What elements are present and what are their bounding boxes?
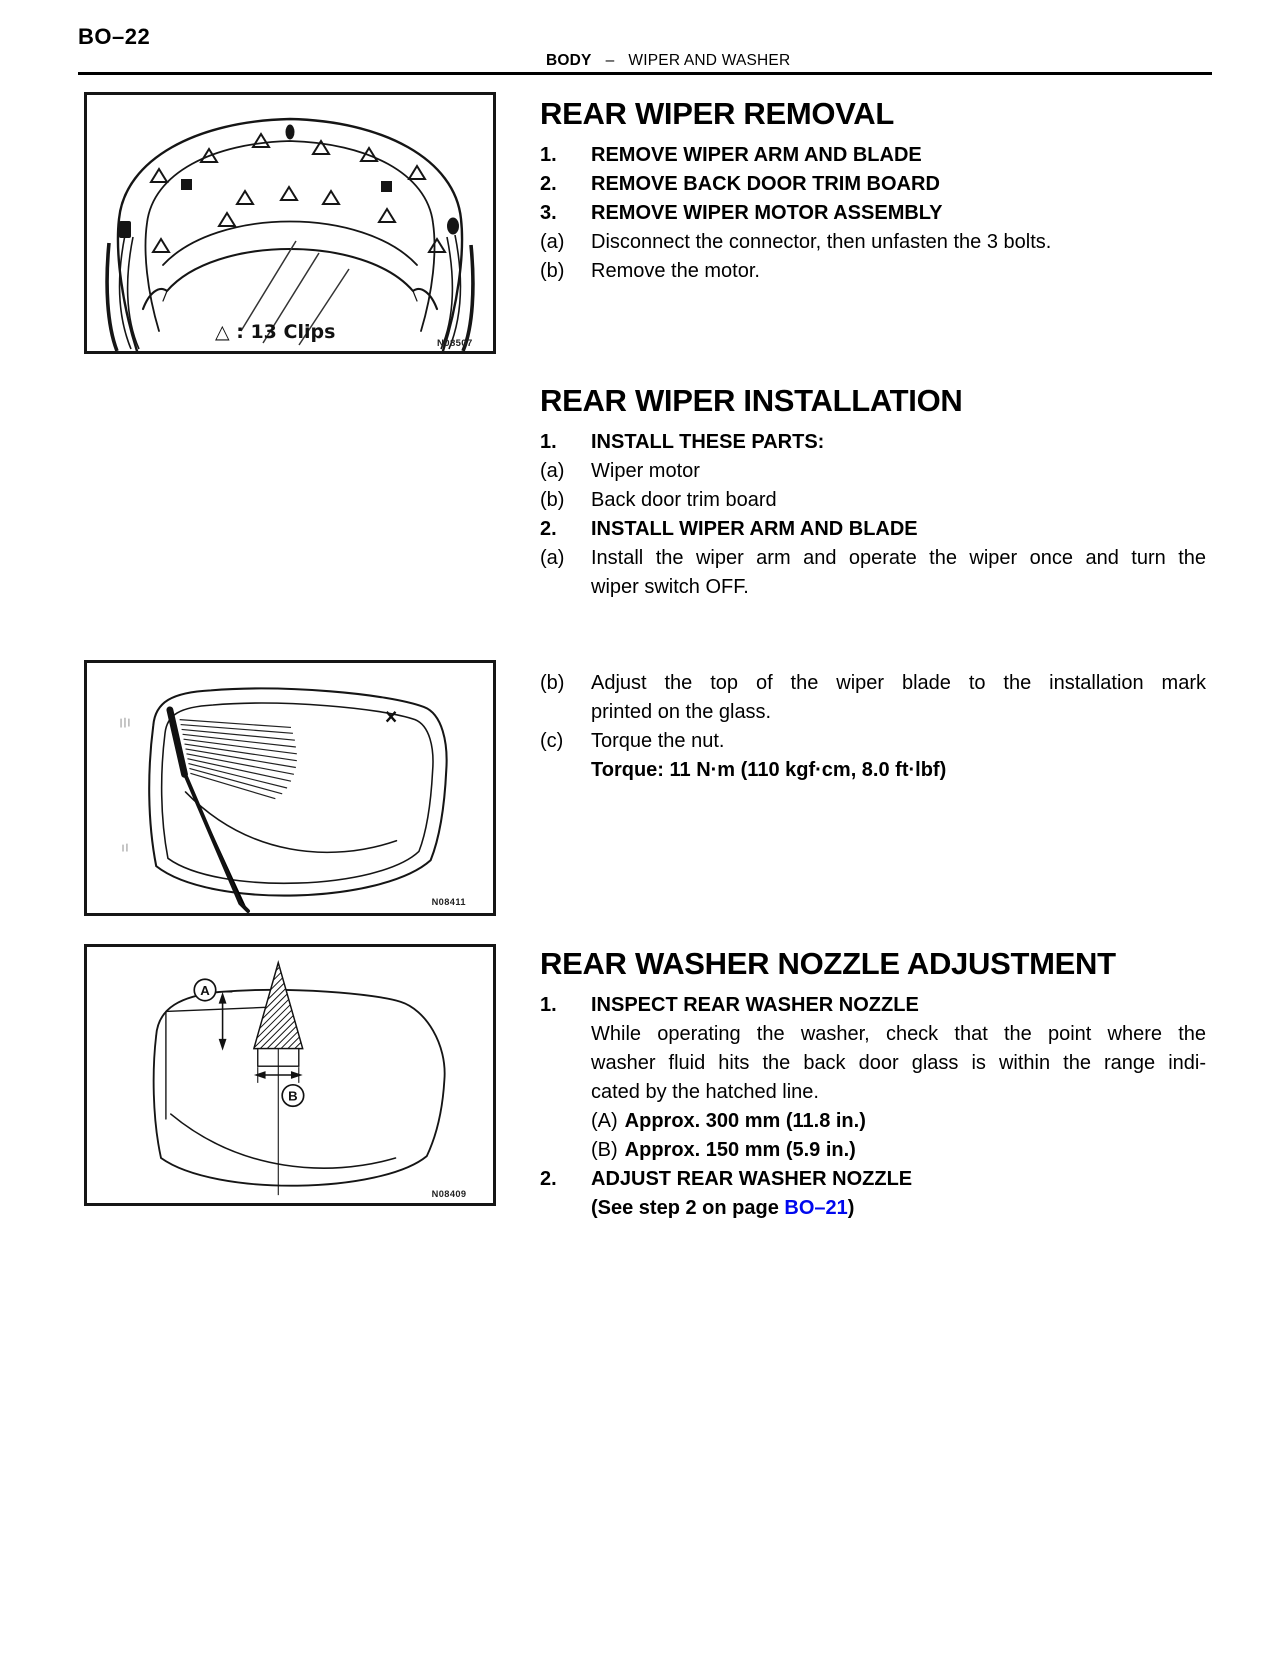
section-title-rear-wiper-removal: REAR WIPER REMOVAL xyxy=(540,96,894,131)
step-remove-wiper-arm: 1. REMOVE WIPER ARM AND BLADE xyxy=(540,144,922,166)
page-number: BO–22 xyxy=(78,24,151,49)
step-remove-motor-assembly: 3. REMOVE WIPER MOTOR ASSEMBLY xyxy=(540,202,943,224)
back-door-trim-board-illustration xyxy=(87,95,493,351)
substep-adjust-blade: (b) Adjust the top of the wiper blade to the installation mark printed on the glass. xyxy=(540,672,1206,723)
figure-washer-spray-range xyxy=(84,944,496,1206)
step-install-parts: 1. INSTALL THESE PARTS: xyxy=(540,431,825,453)
clip-triangles xyxy=(151,134,445,252)
figure-back-door-trim-board xyxy=(84,92,496,354)
block-adjust-and-torque xyxy=(540,669,1206,785)
step-remove-trim-board: 2. REMOVE BACK DOOR TRIM BOARD xyxy=(540,173,940,195)
torque-spec: Torque: 11 N·m (110 kgf·cm, 8.0 ft·lbf) xyxy=(591,759,947,781)
label-b: B xyxy=(288,1088,298,1104)
dimension-a-arrow xyxy=(194,979,232,1050)
dimension-a-spec: (A) Approx. 300 mm (11.8 in.) xyxy=(591,1110,866,1132)
figure-code: N08507 xyxy=(437,338,473,349)
page-header xyxy=(546,52,790,70)
label-a: A xyxy=(200,982,210,998)
step-inspect-nozzle: 1. INSPECT REAR WASHER NOZZLE xyxy=(540,994,919,1016)
installation-mark-hatching xyxy=(180,720,297,799)
inspect-nozzle-body: While operating the washer, check that the point where the washer fluid hits the back door glass is within the range indi- cated by the hatched line. xyxy=(591,1023,1206,1103)
substep-remove-motor: (b) Remove the motor. xyxy=(540,260,760,282)
header-dash: – xyxy=(605,52,615,69)
step-adjust-nozzle: 2. ADJUST REAR WASHER NOZZLE xyxy=(540,1168,913,1190)
washer-spray-range-illustration xyxy=(87,947,493,1203)
header-rule xyxy=(78,72,1212,75)
scan-noise-marks xyxy=(121,718,129,852)
door-outline xyxy=(118,119,462,351)
section-rear-wiper-removal xyxy=(540,96,1206,286)
section-title-rear-washer-nozzle-adjustment: REAR WASHER NOZZLE ADJUSTMENT xyxy=(540,946,1116,981)
section-title-rear-wiper-installation: REAR WIPER INSTALLATION xyxy=(540,383,963,418)
section-rear-wiper-installation xyxy=(540,383,1206,602)
step-install-wiper-arm: 2. INSTALL WIPER ARM AND BLADE xyxy=(540,518,918,540)
substep-wiper-motor: (a) Wiper motor xyxy=(540,460,700,482)
dimension-b-spec: (B) Approx. 150 mm (5.9 in.) xyxy=(591,1139,856,1161)
substep-install-and-operate: (a) Install the wiper arm and operate the wiper once and turn the wiper switch OFF. xyxy=(540,547,1206,598)
figure-code: N08409 xyxy=(431,1189,467,1200)
page-link-bo21[interactable]: BO–21 xyxy=(784,1197,848,1219)
wiper-installation-mark-illustration xyxy=(87,663,493,913)
clips-caption: △ : 13 Clips xyxy=(215,321,336,343)
see-reference: (See step 2 on page BO–21) xyxy=(591,1197,855,1219)
header-section: BODY xyxy=(546,52,592,69)
substep-trim-board: (b) Back door trim board xyxy=(540,489,777,511)
section-rear-washer-nozzle-adjustment xyxy=(540,946,1206,1223)
header-topic: WIPER AND WASHER xyxy=(628,52,791,69)
substep-disconnect-connector: (a) Disconnect the connector, then unfasten the 3 bolts. xyxy=(540,231,1052,253)
figure-code: N08411 xyxy=(431,897,466,908)
substep-torque-nut: (c) Torque the nut. xyxy=(540,730,725,752)
figure-wiper-installation-mark xyxy=(84,660,496,916)
